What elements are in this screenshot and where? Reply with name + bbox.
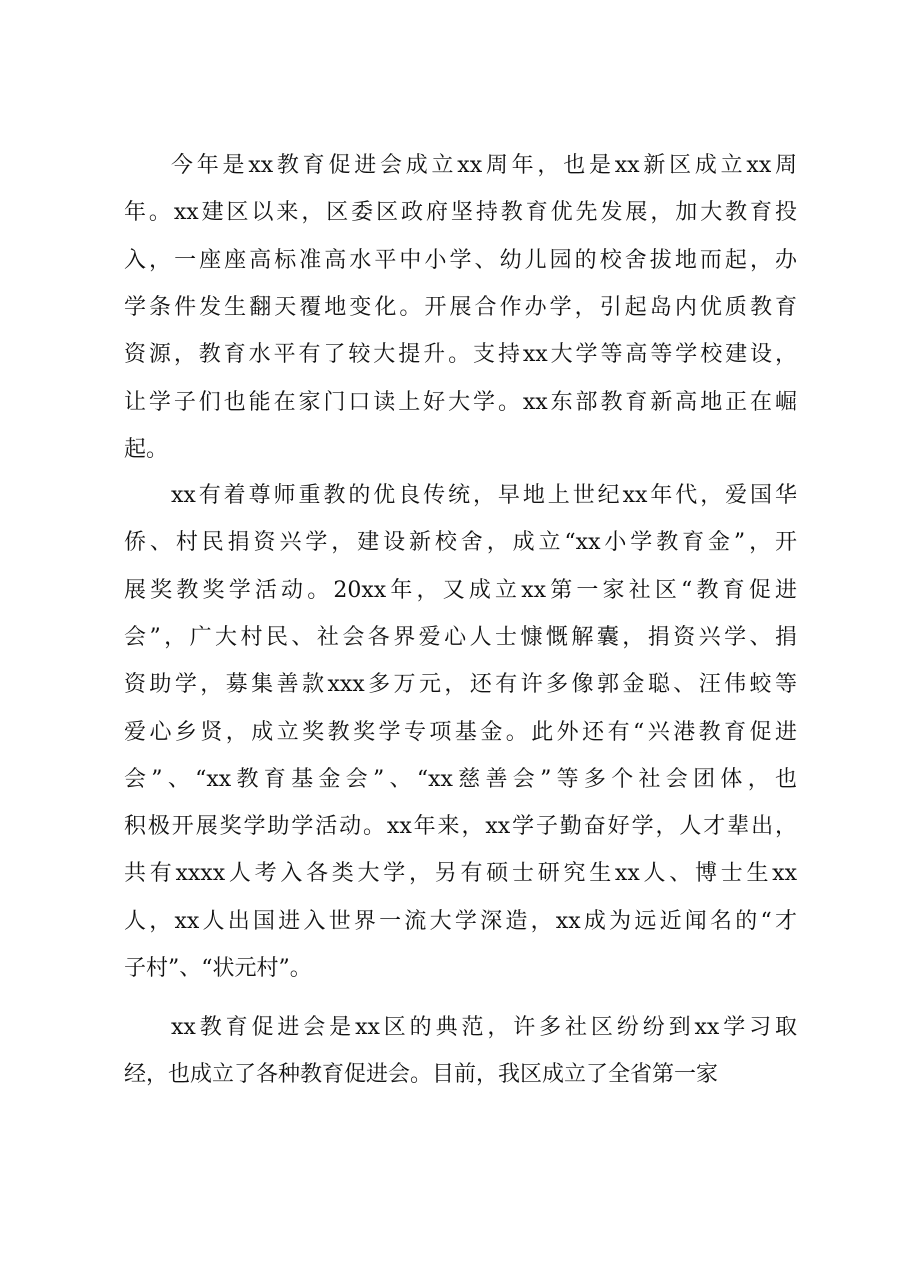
text-line — [0, 572, 909, 610]
paragraph-line-text: xx教育促进会是xx区的典范，许多社区纷纷到xx学习取 — [171, 1015, 797, 1040]
paragraph-line-text: 展奖教奖学活动。20xx年，又成立xx第一家社区“教育促进 — [124, 577, 797, 603]
paragraph-line-text: 让学子们也能在家门口读上好大学。xx东部教育新高地正在崛 — [124, 389, 797, 415]
text-line — [0, 194, 909, 232]
paragraph-line-text: 会”、“xx教育基金会”、“xx慈善会”等多个社会团体，也 — [124, 766, 797, 792]
paragraph-line-text: 侨、村民捐资兴学，建设新校舍，成立“xx小学教育金”，开 — [124, 530, 797, 556]
text-line — [0, 761, 909, 799]
text-line — [0, 384, 909, 422]
text-line — [0, 714, 909, 752]
text-line — [0, 1056, 909, 1094]
paragraph-line-text: 共有xxxx人考入各类大学，另有硕士研究生xx人、博士生xx — [124, 861, 797, 887]
paragraph-line-text: 入，一座座高标准高水平中小学、幼儿园的校舍拔地而起，办 — [124, 247, 797, 273]
text-line — [0, 289, 909, 327]
text-line — [0, 666, 909, 704]
paragraph-line-text: 资源，教育水平有了较大提升。支持xx大学等高等学校建设， — [124, 342, 797, 368]
text-line — [0, 336, 909, 374]
text-line — [0, 147, 909, 185]
text-line — [0, 808, 909, 846]
text-line — [0, 950, 909, 988]
paragraph-line-text: 人，xx人出国进入世界一流大学深造，xx成为远近闻名的“才 — [124, 908, 797, 934]
paragraph-line-text: xx有着尊师重教的优良传统，早地上世纪xx年代，爱国华 — [171, 483, 797, 508]
text-line — [0, 242, 909, 280]
paragraph-line-text: 起。 — [124, 436, 169, 462]
paragraph-line-text: 子村”、“状元村”。 — [124, 956, 312, 981]
paragraph-line-text: 爱心乡贤，成立奖教奖学专项基金。此外还有“兴港教育促进 — [124, 719, 797, 745]
paragraph-line-text: 学条件发生翻天覆地变化。开展合作办学，引起岛内优质教育 — [124, 294, 797, 320]
text-line — [0, 903, 909, 941]
text-line — [0, 1009, 909, 1047]
text-line — [0, 477, 909, 515]
paragraph-line-text: 会”，广大村民、社会各界爱心人士慷慨解囊，捐资兴学、捐 — [124, 624, 797, 650]
paragraph-line-text: 经，也成立了各种教育促进会。目前，我区成立了全省第一家 — [124, 1062, 719, 1088]
text-line — [0, 431, 909, 469]
text-line — [0, 619, 909, 657]
paragraph-line-text: 资助学，募集善款xxx多万元，还有许多像郭金聪、汪伟蛟等 — [124, 672, 797, 698]
text-line — [0, 524, 909, 562]
paragraph-line-text: 今年是xx教育促进会成立xx周年，也是xx新区成立xx周 — [171, 153, 797, 178]
paragraph-line-text: 年。xx建区以来，区委区政府坚持教育优先发展，加大教育投 — [124, 200, 797, 226]
paragraph-line-text: 积极开展奖学助学活动。xx年来，xx学子勤奋好学，人才辈出， — [124, 814, 797, 840]
text-line — [0, 855, 909, 893]
